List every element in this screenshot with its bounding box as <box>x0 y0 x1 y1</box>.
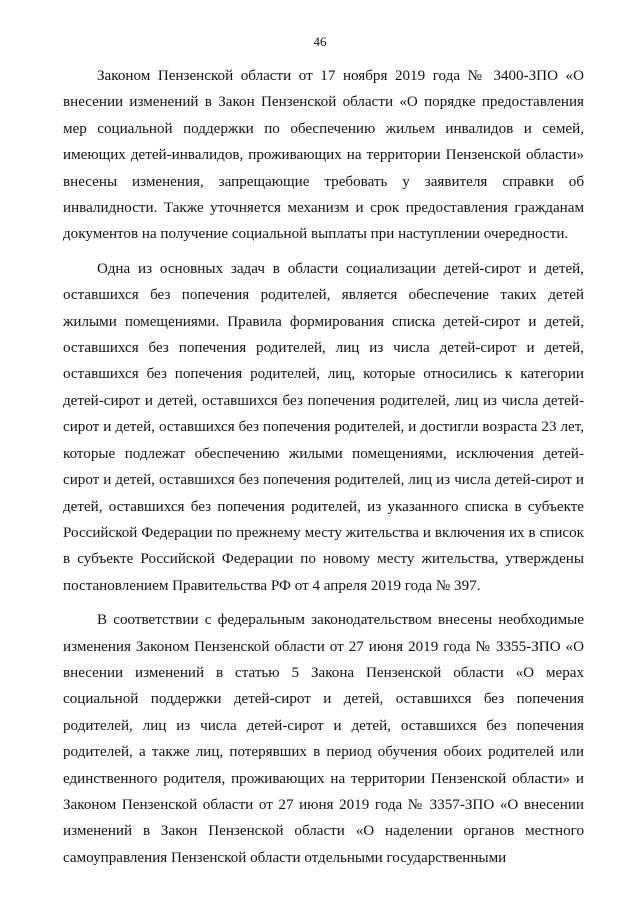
paragraph-federal-legislation: В соответствии с федеральным законодательством внесены необходимые изменения Законом Пензенской области от 27 июня 2019 года № 3355-ЗПО «О внесении изменений в статью 5 Закона Пензенской области «О мерах социальной поддержки детей-сирот и детей, оставшихся без попечения родителей, лиц из числа детей-сирот и детей, оставшихся без попечения родителей, а также лиц, потерявших в период обучения обоих родителей или единственного родителя, проживающих на территории Пензенской области» и Законом Пензенской области от 27 июня 2019 года № 3357-ЗПО «О внесении изменений в Закон Пензенской области «О наделении органов местного самоуправления Пензенской области отдельными государственными <box>63 612 584 866</box>
document-body <box>63 63 584 871</box>
paragraph-law-3400: Законом Пензенской области от 17 ноября 2019 года № 3400-ЗПО «О внесении изменений в Закон Пензенской области «О порядке предоставления мер социальной поддержки по обеспечению жильем инвалидов и семей, имеющих детей-инвалидов, проживающих на территории Пензенской области» внесены изменения, запрещающие требовать у заявителя справки об инвалидности. Также уточняется механизм и срок предоставления гражданам документов на получение социальной выплаты при наступлении очередности. <box>63 68 584 243</box>
page-number: 46 <box>313 34 327 49</box>
paragraph-orphans-housing: Одна из основных задач в области социализации детей-сирот и детей, оставшихся без попечения родителей, является обеспечение таких детей жилыми помещениями. Правила формирования списка детей-сирот и детей, оставшихся без попечения родителей, лиц из числа детей-сирот и детей, оставшихся без попечения родителей, лиц, которые относились к категории детей-сирот и детей, оставшихся без попечения родителей, лиц из числа детей-сирот и детей, оставшихся без попечения родителей, и достигли возраста 23 лет, которые подлежат обеспечению жилыми помещениями, исключения детей-сирот и детей, оставшихся без попечения родителей, лиц из числа детей-сирот и детей, оставшихся без попечения родителей, из указанного списка в субъекте Российской Федерации по прежнему месту жительства и включения их в список в субъекте Российской Федерации по новому месту жительства, утверждены постановлением Правительства РФ от 4 апреля 2019 года № 397. <box>63 260 584 594</box>
